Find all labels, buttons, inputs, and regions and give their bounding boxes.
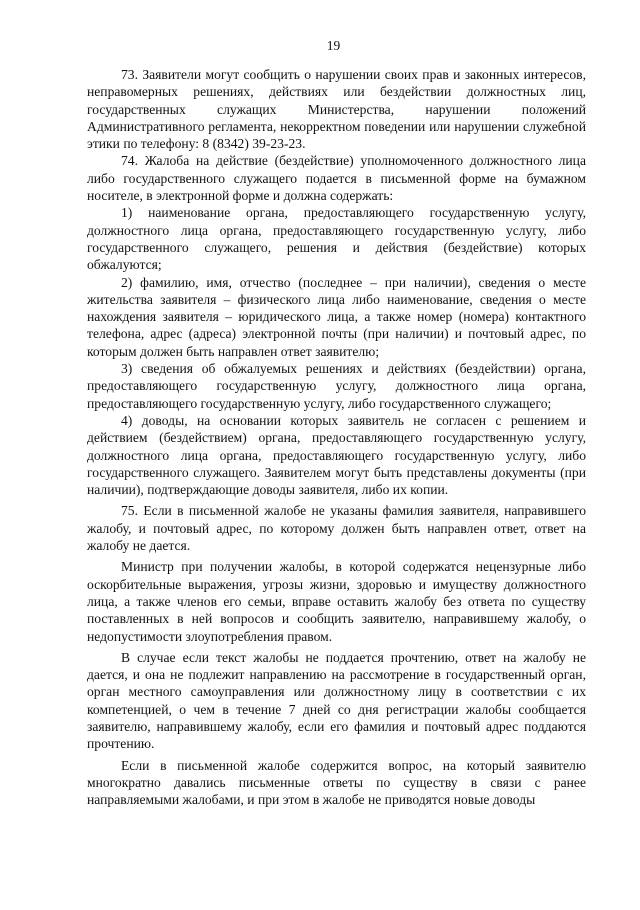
- paragraph-unreadable: В случае если текст жалобы не поддается прочтению, ответ на жалобу не дается, и она не подлежит направлению на рассмотрение в государственный орган, орган местного самоуправления или должностному лицу в соответствии с их компетенцией, о чем в течение 7 дней со дня регистрации жалобы сообщается заявителю, направившему жалобу, если его фамилия и почтовый адрес поддаются прочтению.: [87, 649, 586, 752]
- list-item-4: 4) доводы, на основании которых заявитель не согласен с решением и действием (бездействием) органа, предоставляющего государственную услугу, должностного лица органа, предоставляющего государственную услугу, либо государственного служащего. Заявителем могут быть представлены документы (при наличии), подтверждающие доводы заявителя, либо их копии.: [87, 412, 586, 498]
- list-item-1: 1) наименование органа, предоставляющего государственную услугу, должностного лица органа, предоставляющего государственную услугу, либо государственного служащего, решения и действия (бездействие) которых обжалуются;: [87, 205, 586, 273]
- paragraph-minister: Министр при получении жалобы, в которой содержатся нецензурные либо оскорбительные выражения, угрозы жизни, здоровью и имуществу должностного лица, а также членов его семьи, вправе оставить жалобу без ответа по существу поставленных в ней вопросов и сообщить заявителю, направившему жалобу, о недопустимости злоупотребления правом.: [87, 559, 586, 644]
- paragraph-repeated: Если в письменной жалобе содержится вопрос, на который заявителю многократно давались письменные ответы по существу в связи с ранее направляемыми жалобами, и при этом в жалобе не приводятся новые доводы: [87, 757, 586, 808]
- list-item-3: 3) сведения об обжалуемых решениях и действиях (бездействии) органа, предоставляющего государственную услугу, должностного лица органа, предоставляющего государственную услугу, либо государственного служащего;: [87, 361, 586, 411]
- paragraph-74: 74. Жалоба на действие (бездействие) уполномоченного должностного лица либо государственного служащего подается в письменной форме на бумажном носителе, в электронной форме и должна содержать:: [87, 153, 586, 204]
- list-item-2: 2) фамилию, имя, отчество (последнее – при наличии), сведения о месте жительства заявителя – физического лица либо наименование, сведения о месте нахождения заявителя – юридического лица, а также номер (номера) контактного телефона, адрес (адреса) электронной почты (при наличии) и почтовый адрес, по которым должен быть направлен ответ заявителю;: [87, 274, 586, 359]
- paragraph-73: 73. Заявители могут сообщить о нарушении своих прав и законных интересов, неправомерных решениях, действиях или бездействии должностных лиц, государственных служащих Министерства, нарушении положений Административного регламента, некорректном поведении или нарушении служебной этики по телефону: 8 (8342) 39-23-23.: [87, 67, 586, 152]
- page-number: 19: [326, 38, 341, 53]
- paragraph-75: 75. Если в письменной жалобе не указаны фамилия заявителя, направившего жалобу, и почтовый адрес, по которому должен быть направлен ответ, ответ на жалобу не дается.: [87, 503, 586, 554]
- document-body: [87, 66, 586, 808]
